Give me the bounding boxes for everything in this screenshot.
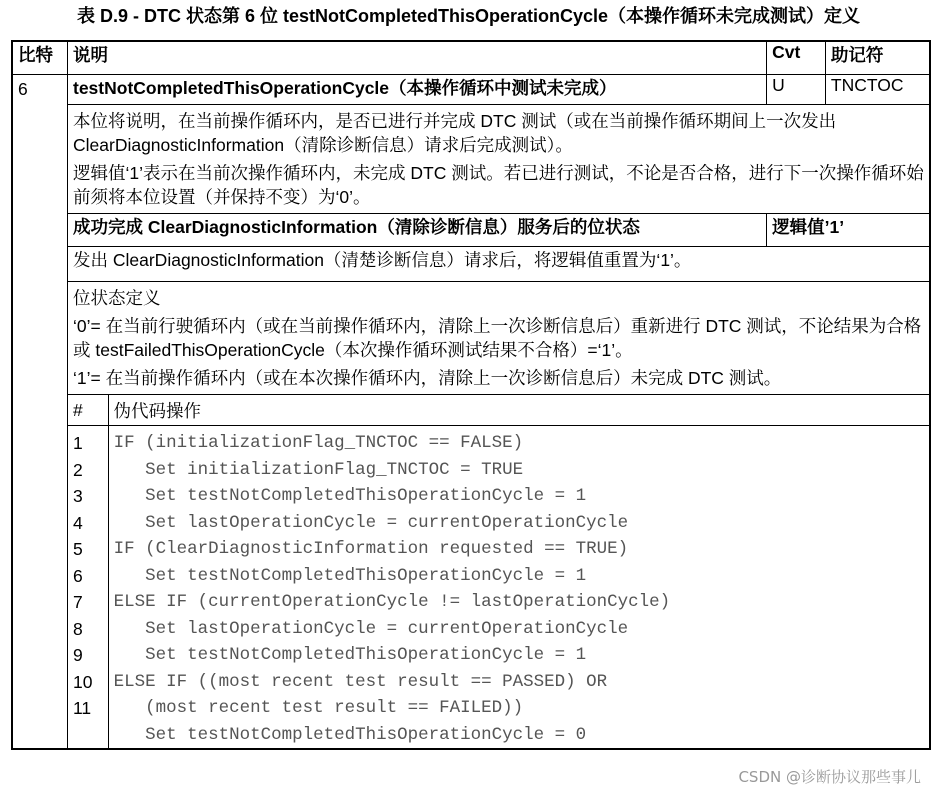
definition-title: 位状态定义 — [73, 288, 161, 308]
bit-cvt: U — [767, 75, 826, 105]
definition-cell — [68, 282, 931, 395]
header-row — [12, 41, 930, 75]
bit-mnemonic: TNCTOC — [825, 75, 930, 105]
bit-number: 6 — [12, 75, 68, 750]
pseudo-code: IF (initializationFlag_TNCTOC == FALSE) Set initializationFlag_TNCTOC = TRUE Set testNotCompletedThisOperationCycle = 1 Set lastOperationCycle = currentOperationCycle IF (ClearDiagnosticInformation requested == TRUE) Set testNotCompletedThisOperationCycle = 1 ELSE IF (currentOperationCycle != lastOperationCycle) Set lastOperationCycle = currentOperationCycle Set testNotCompletedThisOperationCycle = 1 ELSE IF ((most recent test result == PASSED) OR (most recent test result == FAILED)) Set testNotCompletedThisOperationCycle = 0 — [108, 426, 930, 750]
table-caption: 表 D.9 - DTC 状态第 6 位 testNotCompletedThisOperationCycle（本操作循环未完成测试）定义 — [76, 6, 861, 26]
bit-row — [12, 75, 930, 105]
pseudo-body-row — [12, 426, 930, 750]
clear-state-label: 成功完成 ClearDiagnosticInformation（清除诊断信息）服务后的位状态 — [68, 214, 767, 247]
pseudo-line-numbers: 1 2 3 4 5 6 7 8 9 10 11 — [68, 426, 109, 750]
header-mnemonic: 助记符 — [825, 41, 930, 75]
clear-state-header-row — [12, 214, 930, 247]
header-cvt: Cvt — [767, 41, 826, 75]
clear-state-row — [12, 247, 930, 282]
definition-one: ‘1’= 在当前操作循环内（或在本次操作循环内，清除上一次诊断信息后）未完成 DTC 测试。 — [73, 368, 782, 388]
definition-row — [12, 282, 930, 395]
description-paragraph-1: 本位将说明，在当前操作循环内，是否已进行并完成 DTC 测试（或在当前操作循环期间上一次发出 ClearDiagnosticInformation（清除诊断信息）请求后完成测试）。 — [73, 111, 837, 155]
bit-name: testNotCompletedThisOperationCycle（本操作循环中测试未完成） — [68, 75, 767, 105]
description-paragraph-2: 逻辑值‘1’表示在当前次操作循环内，未完成 DTC 测试。若已进行测试，不论是否合格，进行下一次操作循环始前须将本位设置（并保持不变）为‘0’。 — [73, 163, 924, 207]
dtc-bit6-table — [11, 40, 931, 750]
description-row — [12, 105, 930, 214]
watermark: CSDN @诊断协议那些事儿 — [738, 768, 921, 786]
pseudo-code-header: 伪代码操作 — [108, 395, 930, 426]
pseudo-header-row — [12, 395, 930, 426]
clear-state-value: 逻辑值’1’ — [767, 214, 930, 247]
pseudo-num-header: # — [68, 395, 109, 426]
header-bit: 比特 — [12, 41, 68, 75]
header-description: 说明 — [68, 41, 767, 75]
definition-zero: ‘0’= 在当前行驶循环内（或在当前操作循环内，清除上一次诊断信息后）重新进行 DTC 测试，不论结果为合格或 testFailedThisOperationCycle（本次操作循环测试结果不合格）=‘1’。 — [73, 316, 922, 360]
description-cell — [68, 105, 931, 214]
clear-state-text: 发出 ClearDiagnosticInformation（清楚诊断信息）请求后，将逻辑值重置为‘1’。 — [68, 247, 931, 282]
